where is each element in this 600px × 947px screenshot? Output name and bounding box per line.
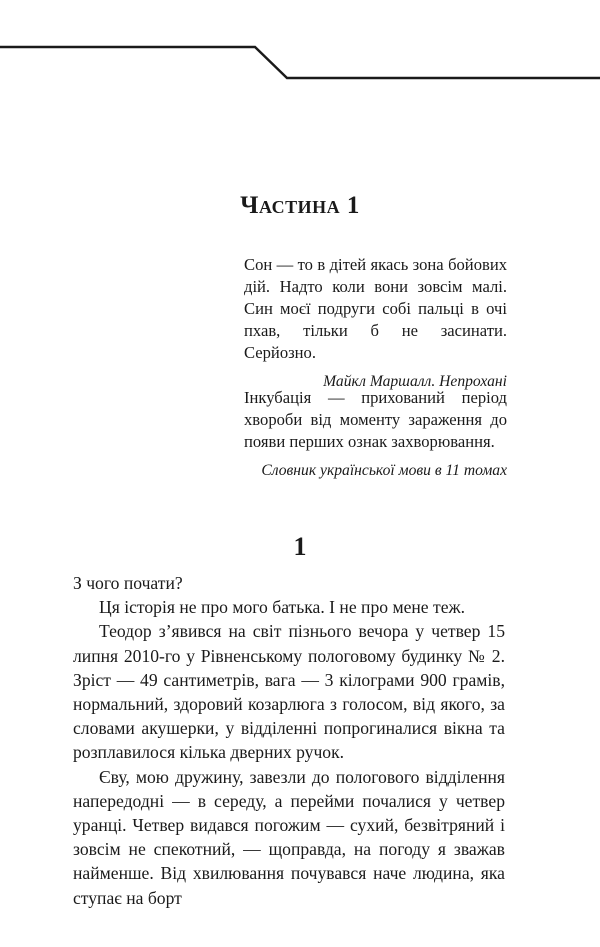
paragraph: Теодор з’явився на світ пізнього вечора у четвер 15 липня 2010-го у Рівненському пологовому будинку № 2. Зріст — 49 сантиметрів, вага — 3 кілограми 900 грамів, нормальний, здоровий козарлюга з голосом, від якого, за словами акушерки, у відділенні попрогиналися вікна та розплавилося кілька дверних ручок.	[73, 621, 505, 763]
epigraph-text: Інкубація — прихований період хвороби від моменту зараження до появи перших ознак захворювання.	[244, 388, 507, 451]
paragraph: Єву, мою дружину, завезли до пологового відділення напередодні — в середу, а перейми почалися у четвер уранці. Четвер видався погожим — сухий, безвітряний і зовсім не спекотний, — щоправда, на погоду я зважав найменше. Від хвилювання почувався наче людина, яка ступає на борт	[73, 766, 505, 908]
epigraph	[244, 387, 507, 482]
paragraph: Ця історія не про мого батька. І не про мене теж.	[99, 597, 466, 618]
epigraph	[244, 254, 507, 393]
epigraph-source: Майкл Маршалл. Непрохані	[323, 373, 507, 390]
epigraph-source: Словник української мови в 11 томах	[261, 462, 507, 479]
part-title	[0, 192, 600, 220]
header-rule	[0, 0, 600, 90]
paragraph: З чого почати?	[73, 573, 183, 593]
chapter-body	[73, 571, 505, 910]
epigraph-text: Сон — то в дітей якась зона бойових дій. Надто коли вони зовсім малі. Син моєї подруги собі пальці в очі пхав, тільки б не засинати. Серйозно.	[244, 255, 507, 362]
chapter-number: 1	[293, 532, 307, 561]
part-title-text: Частина 1	[240, 192, 360, 219]
